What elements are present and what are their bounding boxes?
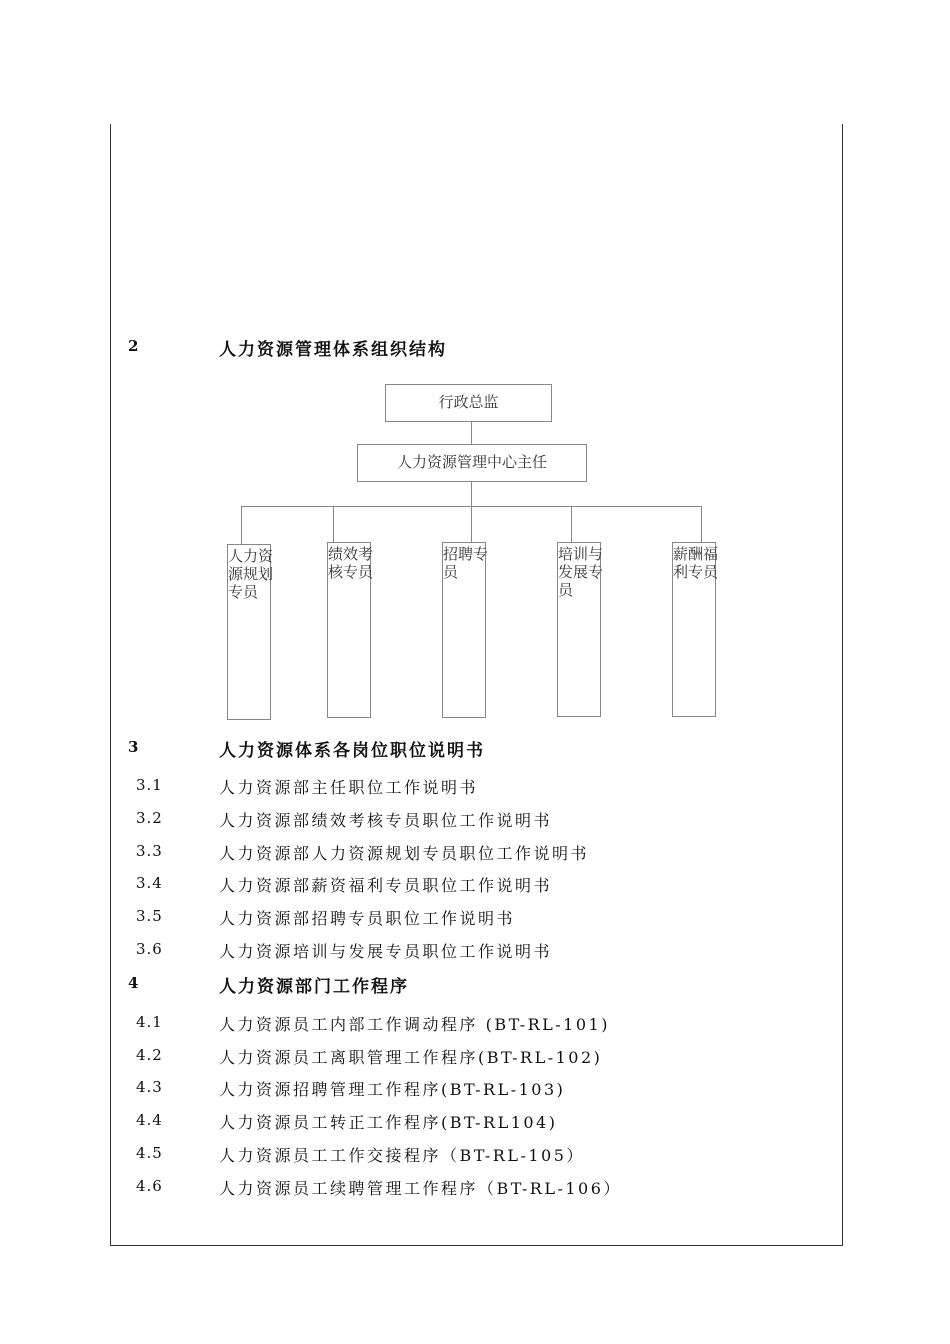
org-node-compensation: [672, 542, 719, 717]
org-connector: [471, 482, 472, 542]
list-item: 人力资源员工工作交接程序（BT-RL-105）: [219, 1146, 585, 1165]
org-node-planning: [227, 544, 274, 720]
section-3-title: 人力资源体系各岗位职位说明书: [219, 741, 485, 761]
item-number: 3.3: [136, 842, 163, 860]
org-node-label: 薪酬福利专员: [673, 545, 719, 581]
item-number: 4.4: [136, 1111, 163, 1129]
org-node-middle: 人力资源管理中心主任: [357, 444, 587, 482]
org-node-label: 人力资源规划专员: [228, 547, 274, 601]
list-item: 人力资源员工续聘管理工作程序（BT-RL-106）: [219, 1179, 622, 1198]
list-item: 人力资源部人力资源规划专员职位工作说明书: [219, 844, 590, 863]
section-2-number: 2: [128, 337, 139, 355]
item-number: 4.6: [136, 1177, 163, 1195]
list-item: 人力资源部绩效考核专员职位工作说明书: [219, 811, 553, 830]
list-item: 人力资源员工转正工作程序(BT-RL104): [219, 1113, 558, 1132]
org-connector: [701, 506, 702, 542]
org-connector: [333, 506, 334, 544]
org-connector: [471, 422, 472, 444]
item-number: 3.5: [136, 907, 163, 925]
list-item: 人力资源部薪资福利专员职位工作说明书: [219, 876, 553, 895]
list-item: 人力资源员工内部工作调动程序 (BT-RL-101): [219, 1015, 610, 1034]
section-2-title: 人力资源管理体系组织结构: [219, 340, 447, 360]
list-item: 人力资源员工离职管理工作程序(BT-RL-102): [219, 1048, 603, 1067]
org-connector: [241, 506, 242, 544]
org-node-label: 培训与发展专员: [558, 545, 604, 599]
org-node-recruiting: [442, 542, 489, 718]
org-node-label: 绩效考核专员: [328, 545, 374, 581]
item-number: 4.2: [136, 1046, 163, 1064]
list-item: 人力资源招聘管理工作程序(BT-RL-103): [219, 1080, 566, 1099]
item-number: 4.1: [136, 1013, 163, 1031]
item-number: 4.3: [136, 1078, 163, 1096]
section-3-number: 3: [128, 738, 139, 756]
org-connector: [571, 506, 572, 542]
org-node-label: 招聘专员: [443, 545, 489, 581]
org-node-training: [557, 542, 604, 717]
org-node-performance: [327, 542, 374, 718]
list-item: 人力资源部招聘专员职位工作说明书: [219, 909, 516, 928]
item-number: 3.1: [136, 776, 163, 794]
item-number: 3.2: [136, 809, 163, 827]
list-item: 人力资源培训与发展专员职位工作说明书: [219, 942, 553, 961]
list-item: 人力资源部主任职位工作说明书: [219, 778, 479, 797]
item-number: 4.5: [136, 1144, 163, 1162]
org-branch-line: [241, 506, 702, 507]
item-number: 3.4: [136, 874, 163, 892]
section-4-title: 人力资源部门工作程序: [219, 977, 409, 997]
item-number: 3.6: [136, 940, 163, 958]
section-4-number: 4: [128, 974, 139, 992]
org-node-top: 行政总监: [385, 384, 552, 422]
